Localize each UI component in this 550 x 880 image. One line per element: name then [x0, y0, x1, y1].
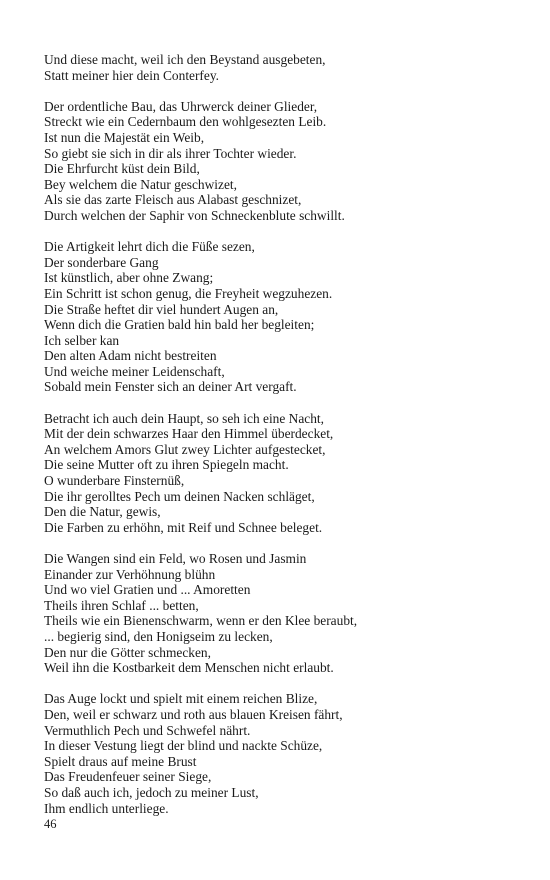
verse-line: Streckt wie ein Cedernbaum den wohlgesezten Leib.	[44, 114, 327, 130]
verse-line: Die Wangen sind ein Feld, wo Rosen und Jasmin	[44, 551, 307, 566]
verse-line: Den nur die Götter schmecken,	[44, 644, 211, 660]
verse-line: Weil ihn die Kostbarkeit dem Menschen nicht erlaubt.	[44, 660, 334, 676]
verse-line: Der sonderbare Gang	[44, 254, 159, 270]
verse-line: Statt meiner hier dein Conterfey.	[44, 67, 220, 83]
verse-line: Ein Schritt ist schon genug, die Freyheit wegzuhezen.	[44, 285, 333, 301]
verse-line: Und wo viel Gratien und ... Amoretten	[44, 582, 251, 598]
verse-line: Die ihr gerolltes Pech um deinen Nacken schläget,	[44, 488, 315, 504]
verse-line: Ist nun die Majestät ein Weib,	[44, 129, 205, 145]
verse-line: Die Straße heftet dir viel hundert Augen an,	[44, 301, 279, 317]
verse-line: Die Artigkeit lehrt dich die Füße sezen,	[44, 239, 255, 255]
verse-line: In dieser Vestung liegt der blind und nackte Schüze,	[44, 738, 323, 754]
verse-line: Den alten Adam nicht bestreiten	[44, 348, 217, 364]
stanza	[44, 52, 524, 83]
verse-line: Ich selber kan	[44, 332, 120, 348]
stanza	[44, 411, 524, 536]
verse-line: Das Auge lockt und spielt mit einem reichen Blize,	[44, 691, 318, 707]
verse-line: Theils ihren Schlaf ... betten,	[44, 597, 199, 613]
verse-line: Und diese macht, weil ich den Beystand ausgebeten,	[44, 52, 326, 67]
verse-line: Das Freudenfeuer seiner Siege,	[44, 769, 212, 785]
poem-text	[44, 52, 524, 816]
verse-line: Spielt draus auf meine Brust	[44, 753, 197, 769]
verse-line: Theils wie ein Bienenschwarm, wenn er den Klee beraubt,	[44, 613, 358, 629]
verse-line: An welchem Amors Glut zwey Lichter aufgestecket,	[44, 441, 326, 457]
verse-line: Als sie das zarte Fleisch aus Alabast geschnizet,	[44, 192, 302, 208]
verse-line: Den, weil er schwarz und roth aus blauen Kreisen fährt,	[44, 706, 343, 722]
verse-line: Ist künstlich, aber ohne Zwang;	[44, 270, 214, 286]
verse-line: Die Ehrfurcht küst dein Bild,	[44, 161, 200, 177]
stanza	[44, 691, 524, 816]
verse-line: Bey welchem die Natur geschwizet,	[44, 176, 237, 192]
stanza	[44, 99, 524, 224]
stanza	[44, 551, 524, 676]
verse-line: Mit der dein schwarzes Haar den Himmel überdecket,	[44, 426, 334, 442]
verse-line: So daß auch ich, jedoch zu meiner Lust,	[44, 784, 259, 800]
verse-line: Und weiche meiner Leidenschaft,	[44, 363, 225, 379]
verse-line: So giebt sie sich in dir als ihrer Tochter wieder.	[44, 145, 297, 161]
verse-line: Vermuthlich Pech und Schwefel nährt.	[44, 722, 251, 738]
stanza	[44, 239, 524, 395]
verse-line: Den die Natur, gewis,	[44, 504, 161, 520]
verse-line: Ihm endlich unterliege.	[44, 800, 169, 816]
verse-line: ... begierig sind, den Honigseim zu lecken,	[44, 628, 273, 644]
verse-line: Einander zur Verhöhnung blühn	[44, 566, 216, 582]
verse-line: Die Farben zu erhöhn, mit Reif und Schnee beleget.	[44, 519, 323, 535]
verse-line: Die seine Mutter oft zu ihren Spiegeln macht.	[44, 457, 289, 473]
verse-line: Wenn dich die Gratien bald hin bald her begleiten;	[44, 317, 315, 333]
verse-line: Sobald mein Fenster sich an deiner Art vergaft.	[44, 379, 297, 395]
verse-line: Der ordentliche Bau, das Uhrwerck deiner Glieder,	[44, 98, 318, 114]
page-number: 46	[44, 817, 57, 831]
verse-line: Durch welchen der Saphir von Schneckenblute schwillt.	[44, 207, 345, 223]
verse-line: O wunderbare Finsternüß,	[44, 473, 185, 489]
verse-line: Betracht ich auch dein Haupt, so seh ich eine Nacht,	[44, 410, 324, 426]
